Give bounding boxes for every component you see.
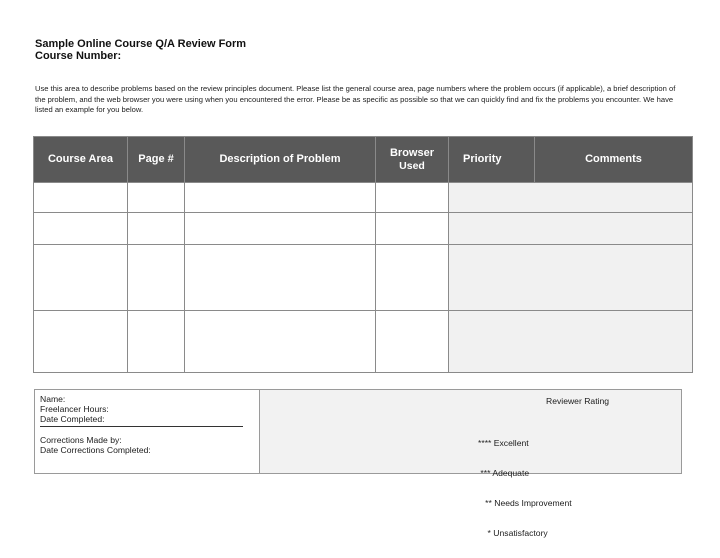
cell-course-area[interactable] [34,311,128,373]
review-table [33,136,693,373]
cell-browser[interactable] [376,183,449,213]
signoff-fields [35,390,260,473]
rating-needs-improvement: ** Needs Improvement [478,498,572,508]
cell-browser[interactable] [376,311,449,373]
cell-browser[interactable] [376,245,449,311]
form-header [35,38,246,62]
header-description: Description of Problem [185,137,376,183]
reviewer-rating-title: Reviewer Rating [546,396,610,406]
table-row [34,183,693,213]
name-label: Name: [40,394,66,404]
table-row [34,213,693,245]
signoff-box [34,389,682,538]
date-corrections-completed-label: Date Corrections Completed: [40,445,151,455]
header-course-area: Course Area [34,137,128,183]
cell-page-number[interactable] [128,183,185,213]
cell-description[interactable] [185,245,376,311]
header-comments: Comments [535,137,693,183]
cell-description[interactable] [185,213,376,245]
reviewer-rating-panel [260,390,681,538]
table-row [34,245,693,311]
cell-priority-comments[interactable] [449,245,693,311]
table-row [34,311,693,373]
header-browser-used [376,137,449,183]
cell-page-number[interactable] [128,245,185,311]
cell-priority-comments[interactable] [449,311,693,373]
rating-excellent: **** Excellent [478,438,529,448]
header-priority: Priority [449,137,535,183]
signature-line [40,426,243,427]
table-header-row [34,137,693,183]
cell-course-area[interactable] [34,183,128,213]
cell-priority-comments[interactable] [449,183,693,213]
rating-scale [478,418,572,558]
cell-browser[interactable] [376,213,449,245]
cell-description[interactable] [185,311,376,373]
cell-course-area[interactable] [34,213,128,245]
freelancer-hours-label: Freelancer Hours: [40,404,109,414]
instructions-text: Use this area to describe problems based on the review principles document. Please list the general course area, page numbers where the problem occurs (if applicable), a brief description of the problem, and the web browser you were using when you encountered the error. Please be as specific as possible so that we can quickly find and fix the problems you encounter. We have listed an example for you below. [35,84,676,114]
rating-adequate: *** Adequate [478,468,530,478]
course-number-label: Course Number: [35,50,122,62]
date-completed-label: Date Completed: [40,414,105,424]
rating-unsatisfactory: * Unsatisfactory [478,528,548,538]
header-page-number: Page # [128,137,185,183]
cell-page-number[interactable] [128,213,185,245]
corrections-made-by-label: Corrections Made by: [40,435,122,445]
cell-page-number[interactable] [128,311,185,373]
cell-priority-comments[interactable] [449,213,693,245]
header-browser-line1: Browser [389,146,435,159]
header-browser-line2: Used [399,159,425,172]
cell-course-area[interactable] [34,245,128,311]
cell-description[interactable] [185,183,376,213]
form-title: Sample Online Course Q/A Review Form [35,38,247,50]
